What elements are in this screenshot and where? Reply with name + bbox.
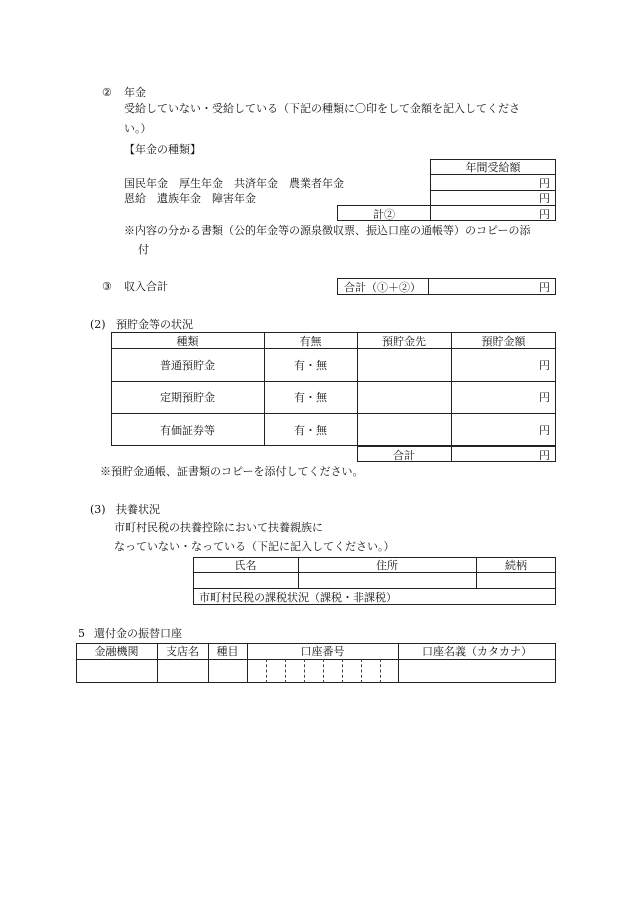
pension-row2-amount[interactable]: 円: [539, 192, 550, 205]
savings-row-fixed-presence[interactable]: 有・無: [294, 391, 327, 404]
savings-total-amount[interactable]: 円: [539, 449, 550, 462]
account-type-field[interactable]: [210, 661, 245, 681]
refund-header-bank: 金融機関: [94, 645, 139, 658]
savings-total-label: 合計: [393, 449, 415, 462]
dependent-relation-field[interactable]: [478, 576, 554, 587]
bank-field[interactable]: [78, 661, 155, 681]
savings-row-securities-amount[interactable]: 円: [539, 424, 550, 437]
pension-types-title: 【年金の種類】: [124, 143, 201, 156]
pension-note-cont: 付: [138, 243, 149, 256]
pension-status-line-cont: い。）: [124, 122, 152, 135]
dependents-tax-status[interactable]: 市町村民税の課税状況（課税・非課税）: [199, 591, 397, 604]
savings-heading: 預貯金等の状況: [116, 318, 193, 331]
pension-note: ※内容の分かる書類（公的年金等の源泉徴収票、振込口座の通帳等）のコピーの添: [124, 224, 531, 237]
savings-row-ordinary-amount[interactable]: 円: [539, 359, 550, 372]
savings-row-fixed: 定期預貯金: [160, 391, 215, 404]
savings-row-ordinary: 普通預貯金: [160, 359, 215, 372]
refund-header-account-holder: 口座名義（カタカナ）: [422, 645, 532, 658]
income-sum-label: 合計（①＋②）: [344, 281, 421, 294]
savings-row-fixed-amount[interactable]: 円: [539, 391, 550, 404]
dependents-number: (3): [90, 503, 106, 516]
dependents-status[interactable]: なっていない・なっている（下記に記入してください。）: [114, 540, 395, 553]
branch-field[interactable]: [159, 661, 206, 681]
refund-heading: 還付金の振替口座: [94, 627, 182, 640]
savings-header-type: 種類: [176, 335, 199, 348]
savings-row-ordinary-presence[interactable]: 有・無: [294, 359, 327, 372]
savings-note: ※預貯金通帳、証書類のコピーを添付してください。: [100, 465, 364, 478]
pension-types-row2[interactable]: 恩給 遺族年金 障害年金: [124, 192, 256, 205]
savings-header-amount: 預貯金額: [481, 335, 526, 348]
savings-row-securities-presence[interactable]: 有・無: [294, 424, 327, 437]
savings-number: (2): [90, 318, 106, 331]
dependents-header-address: 住所: [376, 559, 398, 572]
refund-header-account-number: 口座番号: [300, 645, 345, 658]
savings-header-bank: 預貯金先: [382, 335, 426, 348]
pension-status-line[interactable]: 受給していない・受給している（下記の種類に〇印をして金額を記入してくださ: [124, 102, 520, 115]
pension-row1-amount[interactable]: 円: [539, 177, 550, 190]
dependent-address-field[interactable]: [300, 576, 474, 587]
income-total-amount[interactable]: 円: [539, 281, 550, 294]
dependent-name-field[interactable]: [199, 576, 296, 587]
income-total-number: ③: [102, 280, 112, 293]
pension-subtotal-amount[interactable]: 円: [539, 208, 550, 221]
dependents-heading: 扶養状況: [116, 503, 160, 516]
income-total-label: 収入合計: [124, 280, 168, 293]
account-number-field[interactable]: [249, 661, 396, 681]
pension-heading: 年金: [124, 86, 146, 99]
refund-number: 5: [78, 627, 85, 640]
account-holder-field[interactable]: [400, 661, 554, 681]
dependents-header-relation: 続柄: [505, 559, 527, 572]
dependents-header-name: 氏名: [234, 559, 257, 572]
refund-header-branch: 支店名: [166, 645, 199, 658]
pension-number: ②: [102, 86, 112, 99]
savings-header-presence: 有無: [299, 335, 322, 348]
savings-row-securities: 有価証券等: [160, 424, 215, 437]
pension-types-row1[interactable]: 国民年金 厚生年金 共済年金 農業者年金: [124, 177, 344, 190]
dependents-line1: 市町村民税の扶養控除において扶養親族に: [114, 521, 323, 534]
annual-amount-header: 年間受給額: [465, 161, 521, 174]
pension-subtotal-label: 計②: [373, 208, 395, 221]
refund-header-type: 種目: [216, 645, 239, 658]
